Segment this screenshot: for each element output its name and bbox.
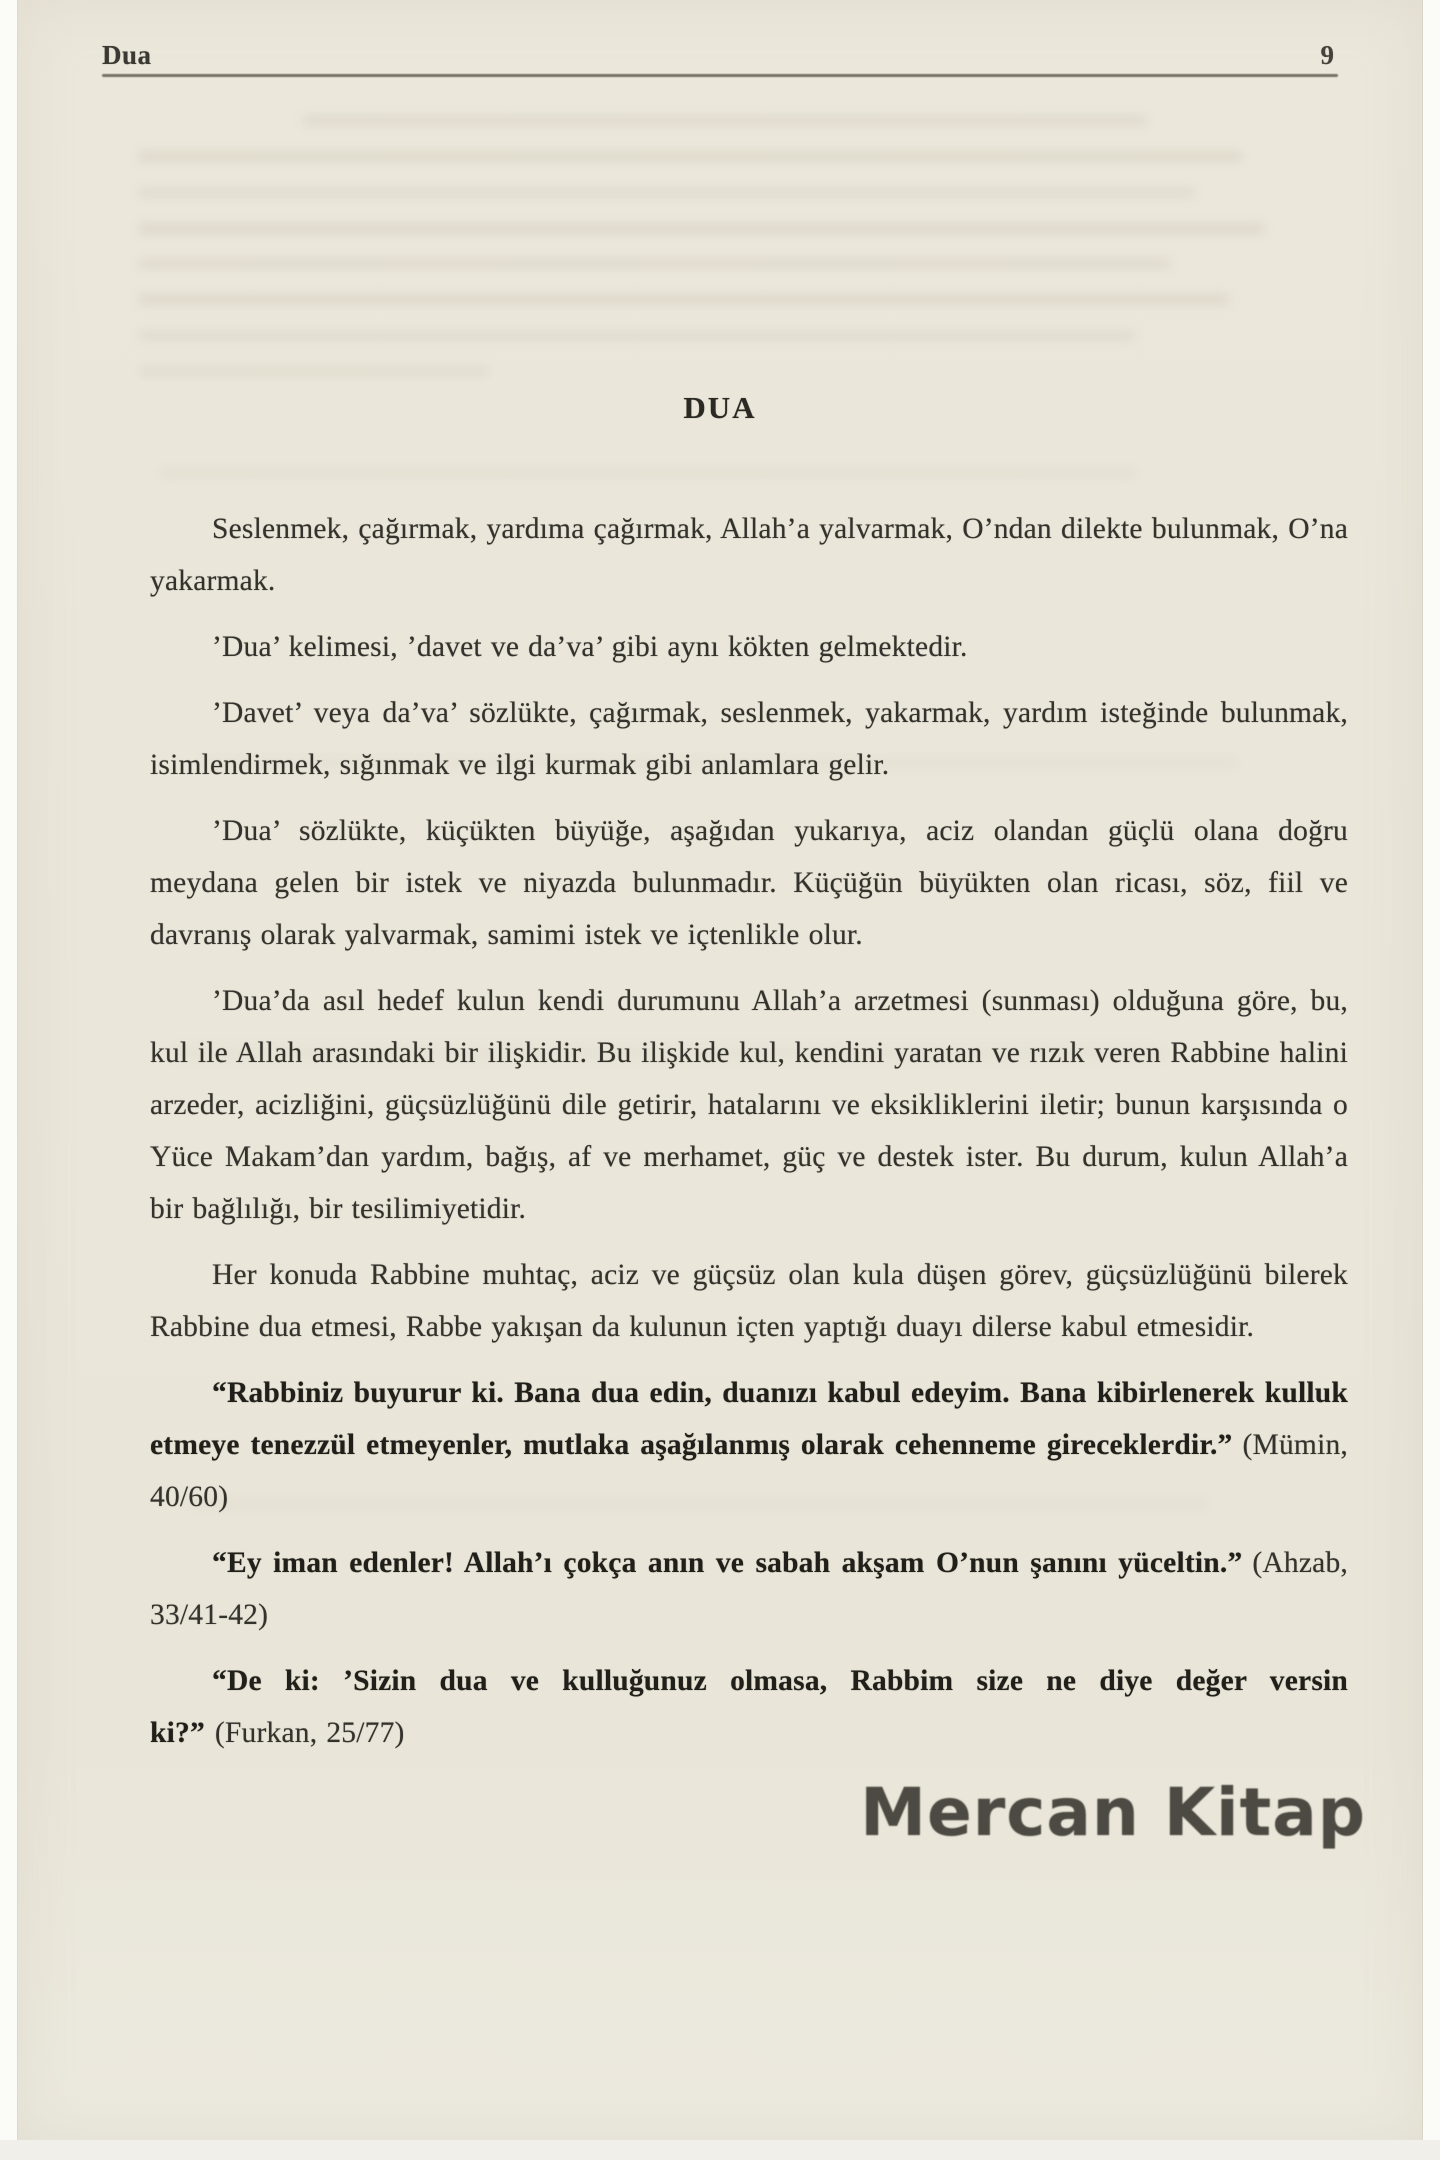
body-text xyxy=(150,503,1348,1759)
quote-text: “De ki: ’Sizin dua ve kulluğunuz olmasa, Rabbim size ne diye değer versin ki?” xyxy=(150,1665,1348,1749)
show-through-text-block xyxy=(138,115,1312,377)
paragraph-dua-purpose: ’Dua’da asıl hedef kulun kendi durumunu Allah’a arzetmesi (sunması) olduğuna göre, bu, kul ile Allah arasındaki bir ilişkidir. Bu ilişkide kul, kendini yaratan ve rızık veren Rabbine halini arzeder, acizliğini, güçsüzlüğünü dile getirir, hatalarını ve eksikliklerini iletir; bunun karşısında o Yüce Makam’dan yardım, bağış, af ve merhamet, güç ve destek ister. Bu durum, kulun Allah’a bir bağlılığı, bir tesilimiyetidir. xyxy=(150,985,1348,1225)
paragraph-definition-1: Seslenmek, çağırmak, yardıma çağırmak, Allah’a yalvarmak, O’ndan dilekte bulunmak, O’na yakarmak. xyxy=(150,513,1348,597)
ghost-text-line xyxy=(138,223,1265,234)
chapter-title: DUA xyxy=(683,390,757,425)
quran-quote-ahzab xyxy=(150,1537,1348,1641)
page-header xyxy=(102,40,1336,71)
quote-reference: (Mümin, 40/60) xyxy=(150,1429,1348,1513)
book-page xyxy=(17,0,1423,2140)
ghost-text-line xyxy=(158,468,1138,478)
ghost-text-line xyxy=(138,151,1242,162)
paragraph-etymology: ’Dua’ kelimesi, ’davet ve da’va’ gibi aynı kökten gelmektedir. xyxy=(212,631,968,663)
ghost-text-line xyxy=(138,330,1136,341)
paragraph-dua-dictionary: ’Dua’ sözlükte, küçükten büyüğe, aşağıdan yukarıya, aciz olandan güçlü olana doğru meydana gelen bir istek ve niyazda bulunmadır. Küçüğün büyükten olan ricası, söz, fiil ve davranış olarak yalvarmak, samimi istek ve içtenlikle olur. xyxy=(150,815,1348,951)
header-rule xyxy=(102,74,1338,77)
ghost-text-line xyxy=(138,366,490,377)
quote-text: “Rabbiniz buyurur ki. Bana dua edin, duanızı kabul edeyim. Bana kibirlenerek kulluk etmeye tenezzül etmeyenler, mutlaka aşağılanmış olarak cehenneme gireceklerdir.” xyxy=(150,1377,1348,1461)
quote-reference: (Ahzab, 33/41-42) xyxy=(150,1547,1348,1631)
quote-text: “Ey iman edenler! Allah’ı çokça anın ve sabah akşam O’nun şanını yüceltin.” xyxy=(212,1547,1243,1579)
scanner-bed-strip xyxy=(0,2140,1440,2160)
quote-reference: (Furkan, 25/77) xyxy=(214,1717,405,1749)
quran-quote-mumin xyxy=(150,1367,1348,1523)
paragraph-davet-meaning: ’Davet’ veya da’va’ sözlükte, çağırmak, seslenmek, yakarmak, yardım isteğinde bulunmak, isimlendirmek, sığınmak ve ilgi kurmak gibi anlamlara gelir. xyxy=(150,697,1348,781)
ghost-text-line xyxy=(138,294,1230,305)
ghost-text-line xyxy=(138,258,1171,269)
quran-quote-furkan xyxy=(150,1655,1348,1759)
paragraph-duty-of-servant: Her konuda Rabbine muhtaç, aciz ve güçsüz olan kula düşen görev, güçsüzlüğünü bilerek Rabbine dua etmesi, Rabbe yakışan da kulunun içten yaptığı duayı dilerse kabul etmesidir. xyxy=(150,1259,1348,1343)
ghost-text-line xyxy=(138,187,1195,198)
ghost-text-line xyxy=(302,115,1147,126)
page-number: 9 xyxy=(1320,40,1334,70)
running-title: Dua xyxy=(102,40,152,70)
publisher-logo: Mercan Kitap xyxy=(860,1774,1366,1851)
